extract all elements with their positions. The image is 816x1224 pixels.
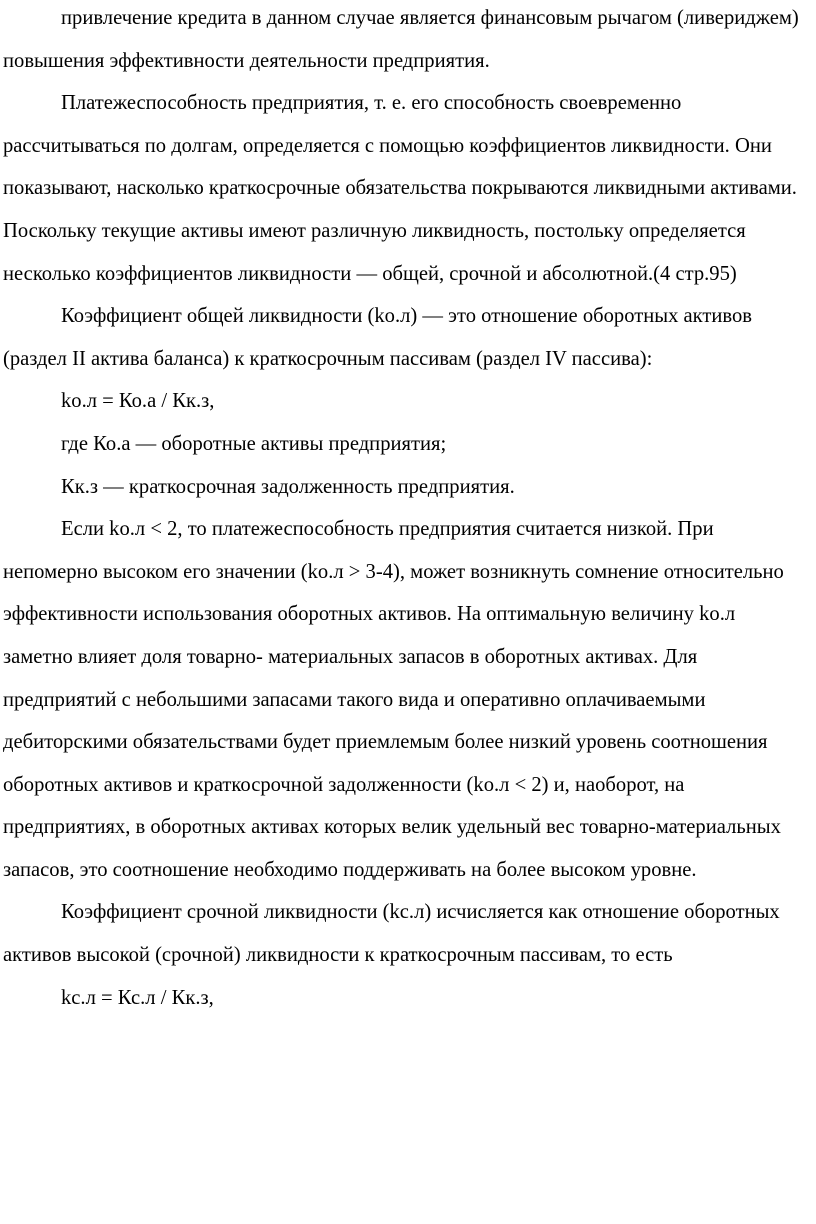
paragraph-liquidity-evaluation: Если kо.л < 2, то платежеспособность предприятия считается низкой. При непомерно высоком его значении (kо.л > 3-4), может возникнуть сомнение относительно эффективности использования оборотных активов. На оптимальную величину kо.л заметно влияет доля товарно- материальных запасов в оборотных активах. Для предприятий с небольшими запасами такого вида и оперативно оплачиваемыми дебиторскими обязательствами будет приемлемым более низкий уровень соотношения оборотных активов и краткосрочной задолженности (kо.л < 2) и, наоборот, на предприятиях, в оборотных активах которых велик удельный вес товарно-материальных запасов, это соотношение необходимо поддерживать на более высоком уровне.: [3, 518, 784, 881]
definition-current-assets: где Ко.а — оборотные активы предприятия;: [61, 432, 447, 455]
definition-short-term-debt: Кк.з — краткосрочная задолженность предприятия.: [61, 475, 515, 498]
paragraph-quick-liquidity: Коэффициент срочной ликвидности (kс.л) исчисляется как отношение оборотных активов высокой (срочной) ликвидности к краткосрочным пассивам, то есть: [3, 901, 780, 967]
paragraph-leverage: привлечение кредита в данном случае является финансовым рычагом (ливериджем) повышения эффективности деятельности предприятия.: [3, 7, 799, 72]
paragraph-general-liquidity: Коэффициент общей ликвидности (kо.л) — это отношение оборотных активов (раздел II актива баланса) к краткосрочным пассивам (раздел IV пассива):: [3, 305, 753, 370]
paragraph-solvency: Платежеспособность предприятия, т. е. его способность своевременно рассчитываться по долгам, определяется с помощью коэффициентов ликвидности. Они показывают, насколько краткосрочные обязательства покрываются ликвидными активами. Поскольку текущие активы имеют различную ликвидность, постольку определяется несколько коэффициентов ликвидности — общей, срочной и абсолютной.(4 стр.95): [3, 92, 797, 285]
formula-general-liquidity: kо.л = Ко.а / Кк.з,: [61, 390, 215, 413]
formula-quick-liquidity: kс.л = Кс.л / Кк.з,: [61, 986, 214, 1009]
